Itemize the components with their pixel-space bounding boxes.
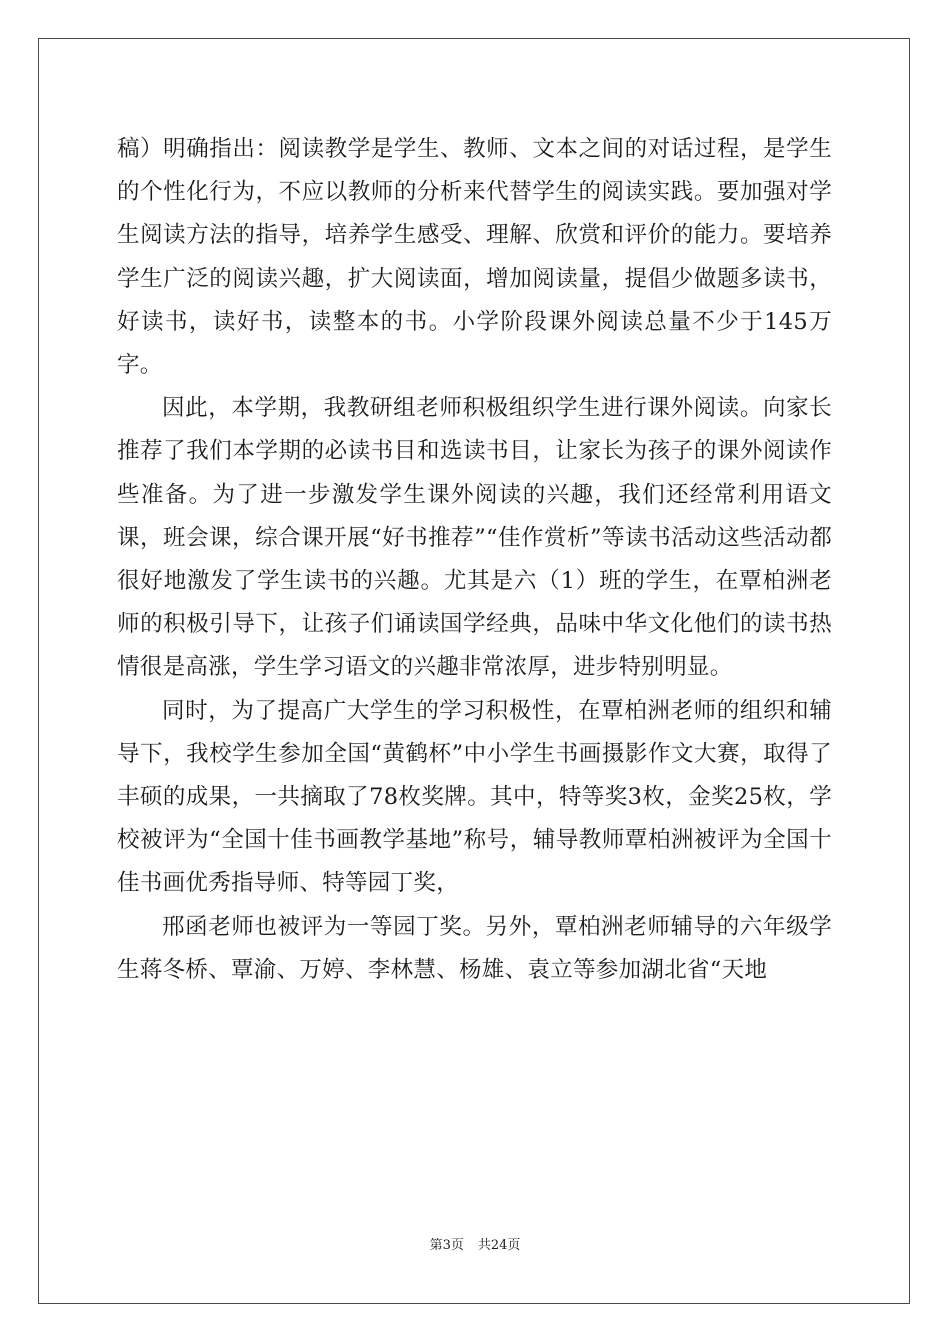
paragraph-4: 邢函老师也被评为一等园丁奖。另外，覃柏洲老师辅导的六年级学生蒋冬桥、覃渝、万婷、李林慧、杨雄、袁立等参加湖北省“天地	[117, 913, 832, 983]
paragraph-3: 同时，为了提高广大学生的学习积极性，在覃柏洲老师的组织和辅导下，我校学生参加全国“黄鹤杯”中小学生书画摄影作文大赛，取得了丰硕的成果，一共摘取了78枚奖牌。其中，特等奖3枚，金奖25枚，学校被评为“全国十佳书画教学基地”称号，辅导教师覃柏洲被评为全国十佳书画优秀指导师、特等园丁奖，	[117, 697, 832, 897]
page-total: 共24页	[477, 1238, 521, 1253]
paragraph-2: 因此，本学期，我教研组老师积极组织学生进行课外阅读。向家长推荐了我们本学期的必读书目和选读书目，让家长为孩子的课外阅读作些准备。为了进一步激发学生课外阅读的兴趣，我们还经常利用语文课，班会课，综合课开展“好书推荐”“佳作赏析”等读书活动这些活动都很好地激发了学生读书的兴趣。尤其是六（1）班的学生，在覃柏洲老师的积极引导下，让孩子们诵读国学经典，品味中华文化他们的读书热情很是高涨，学生学习语文的兴趣非常浓厚，进步特别明显。	[117, 395, 832, 681]
page-footer	[0, 1238, 950, 1254]
document-body	[117, 128, 832, 992]
paragraph-1: 稿）明确指出：阅读教学是学生、教师、文本之间的对话过程，是学生的个性化行为，不应以教师的分析来代替学生的阅读实践。要加强对学生阅读方法的指导，培养学生感受、理解、欣赏和评价的能力。要培养学生广泛的阅读兴趣，扩大阅读面，增加阅读量，提倡少做题多读书，好读书，读好书，读整本的书。小学阶段课外阅读总量不少于145万字。	[117, 136, 832, 379]
page-number: 第3页	[429, 1238, 464, 1253]
